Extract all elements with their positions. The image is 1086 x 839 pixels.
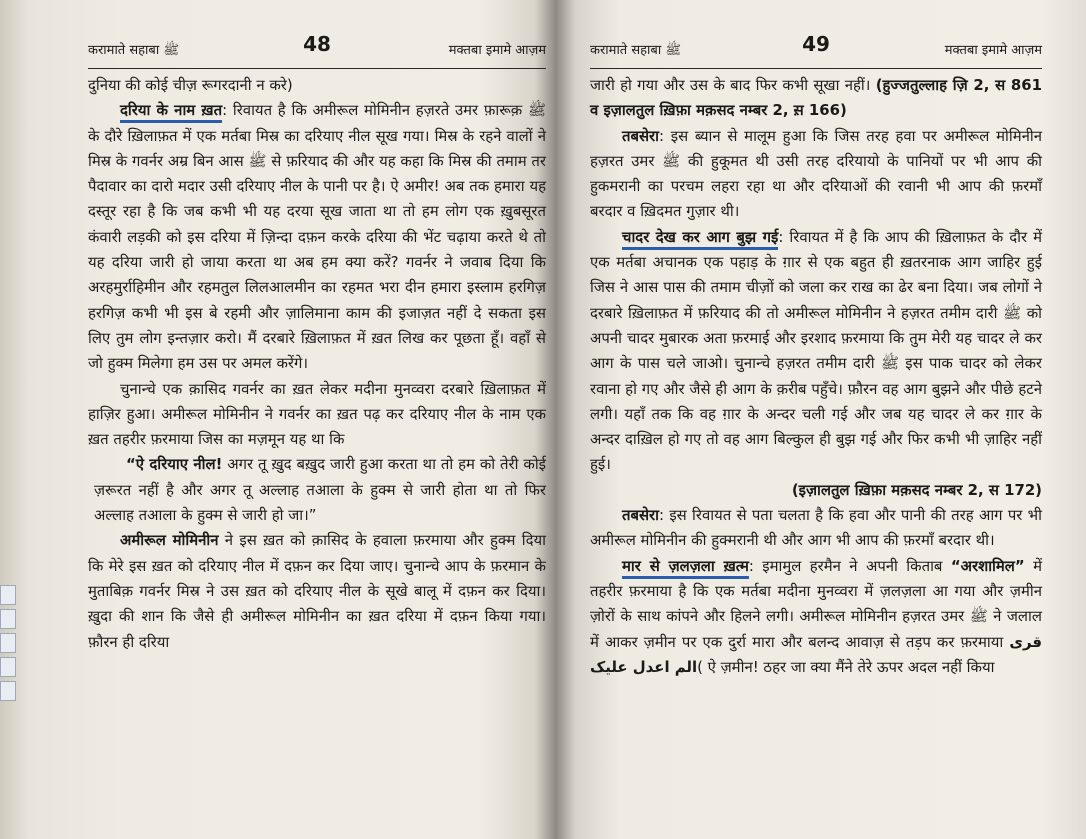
reference: (इज़ालतुल ख़िफ़ा मक़सद नम्बर 2, स 172) bbox=[791, 480, 1042, 499]
section-paragraph: दरिया के नाम ख़त: रिवायत है कि अमीरूल मोमिनीन हज़रते उमर फ़ारूक़ ﷺ के दौरे ख़िलाफ़त में एक मर्तबा मिस्र का दरियाए नील सूख गया। मिस्र के रहने वालों ने मिस्र के गवर्नर अम्र बिन आस ﷺ से फ़रियाद की और यह कहा कि मिस्र की तमाम तर पैदावार का दारो मदार उसी दरियाए नील के पानी पर है। ऐ अमीर! अब तक हमारा यह दस्तूर रहा है कि जब कभी भी यह दरया सूख जाता था तो हम लोग एक ख़ुबसूरत कंवारी लड़की को इस दरिया में ज़िन्दा दफ़न करके दरिया की भेंट चढ़ाया करते थे तो यह दरिया जारी हो जाया करता था अब हम क्या करें? गवर्नर ने जवाब दिया कि अरहमुर्राहिमीन और रहमतुल लिलआलमीन का रहमत भरा दीन हमारा इस्लाम हरगिज़ हरगिज़ कभी भी इस बे रहमी और ज़ालिमाना काम की इजाज़त नहीं दे सकता इस लिए तुम लोग इन्तज़ार करो। मैं दरबारे ख़िलाफ़त में ख़त लिख कर पूछता हूँ। वहाँ से जो हुक्म मिलेगा हम उस पर अमल करेंगे। bbox=[88, 101, 546, 373]
section-heading: मार से ज़लज़ला ख़त्म bbox=[622, 557, 749, 579]
tab-marker bbox=[0, 609, 16, 629]
commentary-label: तबसेरा bbox=[622, 126, 660, 145]
book-title: करामाते सहाबा ﷺ bbox=[590, 43, 682, 58]
page-tabs bbox=[0, 585, 14, 705]
paragraph: चुनान्चे एक क़ासिद गवर्नर का ख़त लेकर मदीना मुनव्वरा दरबारे ख़िलाफ़त में हाज़िर हुआ। अमीरूल मोमिनीन ने गवर्नर का ख़त पढ़ कर दरियाए नील के नाम एक ख़त तहरीर फ़रमाया जिस का मज़मून यह था कि bbox=[88, 379, 546, 449]
quote-heading: ऐ दरियाए नील! bbox=[135, 455, 223, 474]
letter-quote: “ऐ दरियाए नील! अगर तू ख़ुद बख़ुद जारी हुआ करता था तो हम को तेरी कोई ज़रूरत नहीं है और अगर तू अल्लाह तआला के हुक्म से जारी होता था तो फिर अल्लाह तआला के हुक्म से जारी हो जा।” bbox=[94, 455, 546, 525]
arabic-phrase: قری الم اعدل علیک bbox=[590, 632, 1042, 676]
reference: (हुज्जतुल्लाह ज़ि 2, स 861 व इज़ालतुल ख़िफ़ा मक़सद नम्बर 2, स़ 166) bbox=[590, 76, 1042, 120]
left-page bbox=[88, 30, 546, 830]
header-rule bbox=[590, 68, 1042, 69]
page-number: 49 bbox=[802, 32, 830, 56]
paragraph: अमीरूल मोमिनीन ने इस ख़त को क़ासिद के हवाला फ़रमाया और हुक्म दिया कि मेरे इस ख़त को दरियाए नील में दफ़न कर दिया जाए। चुनान्चे आप के फ़रमान के मुताबिक़ गवर्नर मिस्र ने उस ख़त को दरियाए नील के सूखे बालू में दफ़न कर दिया। ख़ुदा की शान कि जैसे ही अमीरूल मोमिनीन का ख़त दरिया में दफ़न किया गया। फ़ौरन ही दरिया bbox=[88, 531, 546, 651]
publisher-name: मक्तबा इमामे आज़म bbox=[448, 43, 546, 58]
book-name: “अरशामिल” bbox=[950, 556, 1025, 575]
book-title: करामाते सहाबा ﷺ bbox=[88, 43, 180, 58]
section-heading: चादर देख कर आग बुझ गई bbox=[622, 228, 778, 250]
page-number: 48 bbox=[303, 32, 331, 56]
page-header bbox=[88, 30, 546, 62]
tab-marker bbox=[0, 633, 16, 653]
page-header bbox=[590, 30, 1042, 62]
header-rule bbox=[88, 68, 546, 69]
tab-marker bbox=[0, 681, 16, 701]
paragraph: जारी हो गया और उस के बाद फिर कभी सूखा नहीं। (हुज्जतुल्लाह ज़ि 2, स 861 व इज़ालतुल ख़िफ़ा मक़सद नम्बर 2, स़ 166) bbox=[590, 76, 1042, 120]
paragraph: दुनिया की कोई चीज़ रूगरदानी न करे) bbox=[88, 76, 293, 94]
publisher-name: मक्तबा इमामे आज़म bbox=[944, 43, 1042, 58]
page-body bbox=[88, 73, 546, 655]
commentary: तबसेरा: इस रिवायत से पता चलता है कि हवा और पानी की तरह आग पर भी अमीरूल मोमिनीन की हुक्मरानी थी और आग भी आप की फ़रमाँ बरदार थी। bbox=[590, 506, 1042, 550]
commentary: तबसेरा: इस ब्यान से मालूम हुआ कि जिस तरह हवा पर अमीरूल मोमिनीन हज़रत उमर ﷺ की हुकूमत थी उसी तरह दरियायो के पानियों पर भी आप की हुकमरानी का परचम लहरा रहा था और दरियाओं की रवानी भी आप की फ़रमाँ बरदार व ख़िदमत गुज़ार थी। bbox=[590, 126, 1042, 221]
right-page bbox=[590, 30, 1042, 830]
section-paragraph: चादर देख कर आग बुझ गई: रिवायत में है कि आप की ख़िलाफ़त के दौर में एक मर्तबा अचानक एक पहाड़ के ग़ार से एक बहुत ही ख़तरनाक आग जाहिर हुई जिस ने आस पास की तमाम चीज़ों को जला कर राख का ढेर बना दिया। जब लोगों ने दरबारे ख़िलाफ़त में फ़रियाद की तो अमीरूल मोमिनीन ने हज़रत तमीम दारी ﷺ को अपनी चादर मुबारक अता फ़रमाई और इरशाद फ़रमाया कि तुम मेरी यह चादर ले कर आग के पास चले जाओ। चुनान्चे हज़रत तमीम दारी ﷺ इस पाक चादर को लेकर रवाना हो गए और जैसे ही आग के क़रीब पहुँचे। फ़ौरन वह आग बुझने और पीछे हटने लगी। यहाँ तक कि वह ग़ार के अन्दर चली गई और जब यह चादर ले कर ग़ार के अन्दर दाख़िल हो गए तो वह आग बिल्कुल ही बुझ गई और फिर कभी भी ज़ाहिर नहीं हुई। bbox=[590, 227, 1042, 474]
section-heading: दरिया के नाम ख़त bbox=[120, 101, 222, 123]
tab-marker bbox=[0, 657, 16, 677]
section-paragraph: मार से ज़लज़ला ख़त्म: इमामुल हरमैन ने अपनी किताब “अरशामिल” में तहरीर फ़रमाया है कि एक मर्तबा मदीना मुनव्वरा में ज़लज़ला आ गया और ज़मीन ज़ोरों के साथ कांपने और हिलने लगी। अमीरूल मोमिनीन हज़रत उमर ﷺ ने जलाल में आकर ज़मीन पर एक दुर्रा मारा और बलन्द आवाज़ से तड़प कर फ़रमाया قری الم اعدل علیک( ऐ ज़मीन! ठहर जा क्या मैंने तेरे ऊपर अदल नहीं किया bbox=[590, 556, 1042, 676]
commentary-label: तबसेरा bbox=[622, 506, 660, 525]
tab-marker bbox=[0, 585, 16, 605]
page-body bbox=[590, 73, 1042, 680]
